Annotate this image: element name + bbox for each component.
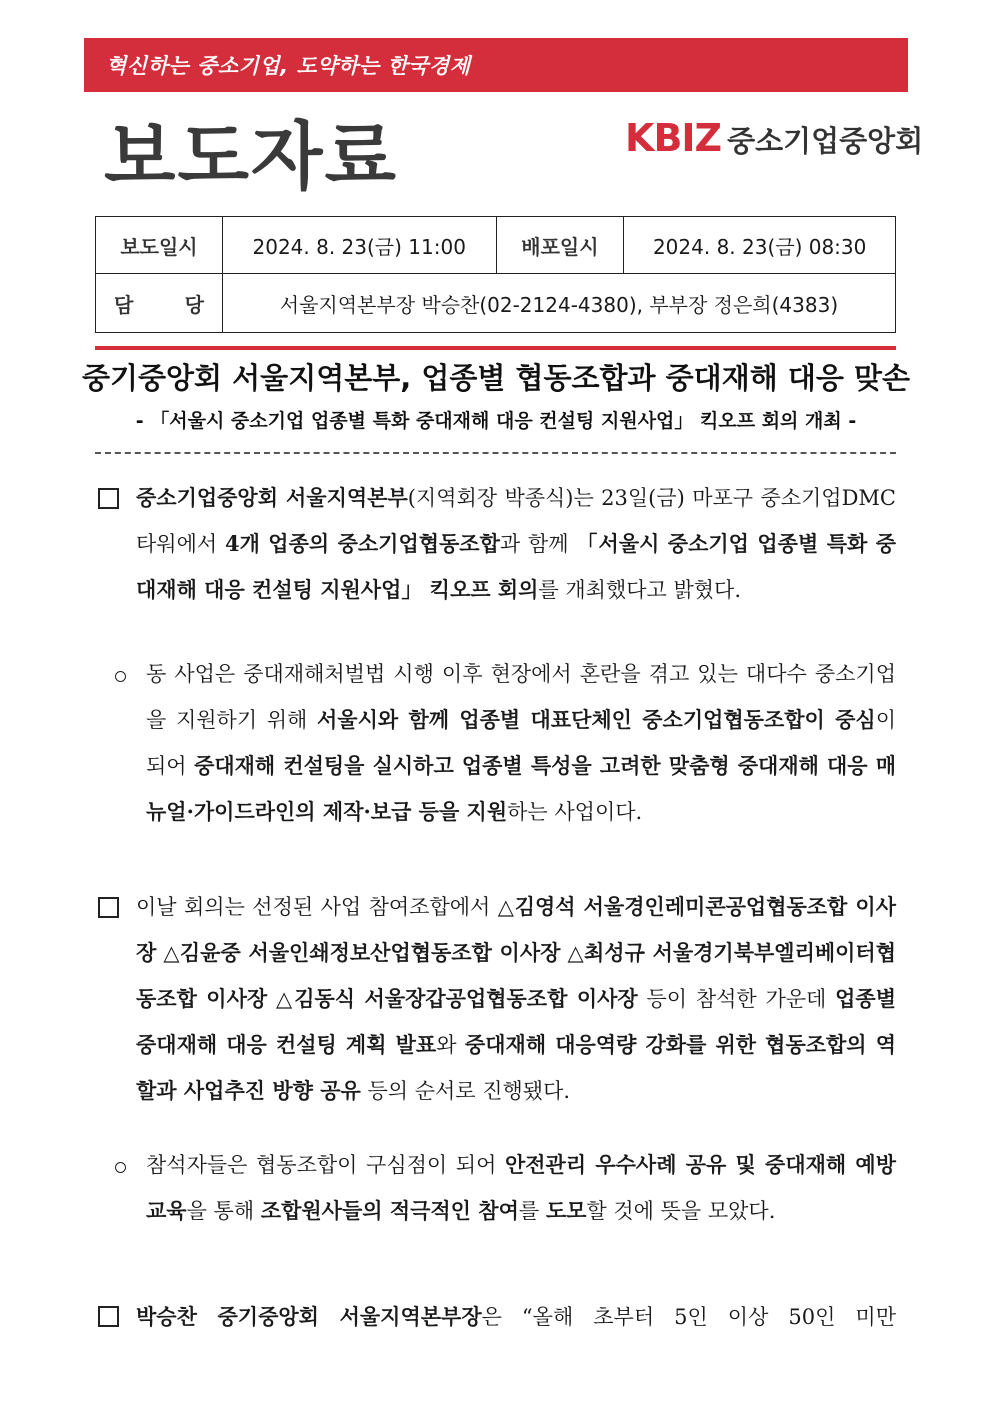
p2-seg-2: 이 되어: [146, 708, 896, 778]
p1-seg-1: (지역회장 박종식)는 23일(금) 마포구 중소기업DMC타워에서: [136, 486, 896, 556]
p2-seg-1: 서울시와 함께 업종별 대표단체인 중소기업협동조합이 중심: [317, 707, 876, 732]
p1-seg-0: 중소기업중앙회 서울지역본부: [136, 485, 408, 510]
p4-seg-1: 안전관리 우수사례 공유 및 중대재해 예방교육: [146, 1152, 896, 1223]
p1-seg-3: 과 함께: [499, 532, 577, 556]
p3-seg-8: 등이 참석한 가운데: [637, 987, 836, 1011]
paragraph-3: [136, 884, 896, 1114]
p3-seg-9: 업종별 중대재해 대응 컨설팅 계획 발표: [136, 986, 896, 1057]
square-box-icon: [98, 1306, 119, 1333]
p2-seg-3: 중대재해 컨설팅을 실시하고 업종별 특성을 고려한 맞춤형 중대재해 대응 매뉴얼·가이드라인의 제작·보급 등을 지원: [146, 753, 896, 824]
slogan-banner: [84, 38, 908, 92]
slogan-text: 혁신하는 중소기업, 도약하는 한국경제: [106, 54, 471, 78]
logo-mark: KBIZ: [625, 116, 722, 160]
square-box-icon: [98, 897, 119, 924]
release-date-label: 보도일시: [96, 217, 223, 274]
p4-seg-2: 을 통해: [186, 1199, 261, 1223]
headline-divider: [95, 346, 896, 350]
kbiz-logo: [625, 116, 923, 160]
paragraph-4: [146, 1142, 896, 1234]
p5-seg-0: 박승찬 중기중앙회 서울지역본부장: [136, 1304, 482, 1329]
p4-seg-6: 할 것에 뜻을 모았다.: [586, 1199, 776, 1223]
circle-bullet-icon: [115, 663, 126, 688]
contact-label: [96, 274, 223, 333]
p5-seg-1: 은 “올해 초부터 5인 이상 50인 미만: [481, 1305, 896, 1329]
p4-seg-3: 조합원사들의 적극적인 참여: [260, 1198, 519, 1223]
distribute-date-value: 2024. 8. 23(금) 08:30: [624, 217, 896, 274]
p3-seg-1: 김영석 서울경인레미콘공업협동조합 이사장: [136, 894, 896, 965]
p1-seg-4: 「서울시 중소기업 업종별 특화 중대재해 대응 컨설팅 지원사업」 킥오프 회의: [136, 531, 896, 602]
distribute-date-label: 배포일시: [496, 217, 624, 274]
paragraph-5: [136, 1294, 896, 1340]
p3-seg-7: 김동식 서울장갑공업협동조합 이사장: [294, 986, 638, 1011]
contact-value: 서울지역본부장 박승찬(02-2124-4380), 부부장 정은희(4383): [222, 274, 895, 333]
p4-seg-4: 를: [518, 1199, 546, 1223]
paragraph-2: [146, 652, 896, 835]
circle-bullet-icon: [115, 1154, 126, 1179]
subheadline-divider: [95, 452, 896, 454]
p3-seg-2: △: [156, 941, 180, 965]
p4-seg-5: 도모: [545, 1198, 587, 1223]
document-title: 보도자료: [104, 114, 398, 200]
release-date-value: 2024. 8. 23(금) 11:00: [222, 217, 496, 274]
p3-seg-12: 등의 순서로 진행됐다.: [360, 1079, 571, 1103]
logo-org-name: 중소기업중앙회: [727, 124, 924, 158]
p4-seg-0: 참석자들은 협동조합이 구심점이 되어: [146, 1153, 505, 1177]
contact-label-char-2: 당: [184, 292, 204, 317]
p3-seg-11: 중대재해 대응역량 강화를 위한 협동조합의 역할과 사업추진 방향 공유: [136, 1032, 896, 1103]
square-box-icon: [98, 488, 119, 515]
paragraph-1: [136, 475, 896, 613]
p3-seg-10: 와: [436, 1033, 465, 1057]
release-info-table: [95, 216, 896, 333]
subheadline: - 「서울시 중소기업 업종별 특화 중대재해 대응 컨설팅 지원사업」 킥오프 회의 개최 -: [135, 410, 857, 432]
p2-seg-4: 하는 사업이다.: [507, 800, 643, 824]
p3-seg-4: △: [560, 941, 585, 965]
p1-seg-2: 4개 업종의 중소기업협동조합: [224, 531, 500, 556]
p3-seg-5: 최성규 서울경기북부엘리베이터협동조합 이사장: [136, 940, 896, 1011]
headline: 중기중앙회 서울지역본부, 업종별 협동조합과 중대재해 대응 맞손: [82, 361, 910, 395]
p3-seg-0: 이날 회의는 선정된 사업 참여조합에서 △: [136, 895, 515, 919]
p2-seg-0: 동 사업은 중대재해처벌법 시행 이후 현장에서 혼란을 겪고 있는 대다수 중소기업을 지원하기 위해: [146, 662, 896, 732]
p3-seg-3: 김윤중 서울인쇄정보산업협동조합 이사장: [179, 940, 561, 965]
p3-seg-6: △: [267, 987, 295, 1011]
p1-seg-5: 를 개최했다고 밝혔다.: [538, 578, 742, 602]
contact-label-char-1: 담: [114, 292, 134, 317]
